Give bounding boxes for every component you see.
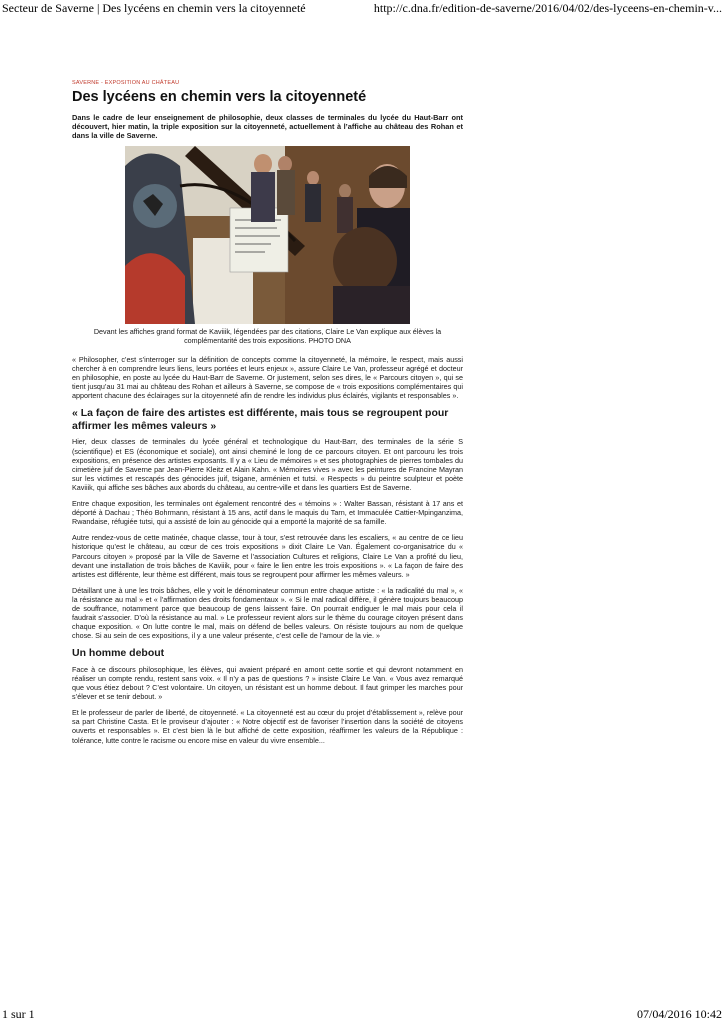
article-lead: Dans le cadre de leur enseignement de philosophie, deux classes de terminales du lycée du Haut-Barr ont découvert, hier matin, la triple exposition sur la citoyenneté, actuellement à l’affiche au château des Rohan et dans la ville de Saverne. [72, 113, 463, 140]
body-paragraph: Hier, deux classes de terminales du lycée général et technologique du Haut-Barr, des terminales de la série S (scientifique) et ES (économique et sociale), ont ainsi cheminé le long de ce parcours citoyen. Et ont parcouru les trois expositions, en présence des artistes exposants. Il y a « Lieu de mémoires » et ses photographies de pierres tombales du cimetière juif de Saverne par Jean-Pierre Kleitz et Alain Kahn. « Mémoires vives » avec les peintures de Francine Mayran sur les victimes et rescapés des génocides juif, tsigane, arménien et tutsi. « Respects » du peintre sculpteur et poète Kaviiik, qui affiche ses bâches aux abords du château, au centre-ville et dans les quartiers Est de Saverne. [72, 437, 463, 492]
article-body-2 [72, 437, 463, 640]
subheading-un-homme-debout: Un homme debout [72, 647, 165, 660]
body-paragraph: Entre chaque exposition, les terminales ont également rencontré des « témoins » : Walter Bassan, résistant à 17 ans et déporté à Dachau ; Théo Bohrmann, résistant à 15 ans, actif dans le maquis du Tarn, et Immaculée Cattier-Mpinganzima, Rwandaise, réfugiée tutsi, qui a assisté de loin au génocide qui a emporté la majorité de sa famille. [72, 499, 463, 527]
article-kicker: SAVERNE - EXPOSITION AU CHÂTEAU [72, 80, 180, 86]
article-photo [125, 146, 410, 324]
article-body-3 [72, 665, 463, 745]
page-count: 1 sur 1 [2, 1007, 35, 1021]
body-paragraph: Face à ce discours philosophique, les élèves, qui avaient préparé en amont cette sortie et qui devront notamment en réaliser un compte rendu, restent sans voix. « Il n’y a pas de questions ? » insiste Claire Le Van. « Vous avez remarqué que vous étiez debout ? C’est volontaire. Un citoyen, un résistant est un homme debout. Il faut grimper les marches pour s’élever et se tenir debout. » [72, 664, 463, 702]
article-body-1 [72, 355, 463, 400]
body-paragraph: Autre rendez-vous de cette matinée, chaque classe, tour à tour, s’est retrouvée dans les escaliers, « au centre de ce lieu historique qu’est le château, au cœur de ces trois expositions » dixit Claire Le Van. Également co-organisatrice du « Parcours citoyen » proposé par la Ville de Saverne et l’association Cultures et religions, Claire Le Van a profité du lieu, devant une installation de trois bâches de Kaviiik, pour « faire le lien entre les trois expositions ». « La façon de faire des artistes est différente, leur thème est différent, mais tous se regroupent pour affirmer les mêmes valeurs. » [72, 533, 463, 579]
subheading-quote: « La façon de faire des artistes est différente, mais tous se regroupent pour affirmer les mêmes valeurs » [72, 407, 449, 432]
article [72, 80, 463, 752]
print-header-url[interactable]: http://c.dna.fr/edition-de-saverne/2016/04/02/des-lyceens-en-chemin-v... [373, 1, 722, 15]
print-footer [2, 1007, 722, 1021]
body-paragraph: Et le professeur de parler de liberté, de citoyenneté. « La citoyenneté est au cœur du projet d’établissement », relève pour sa part Christine Casta. Et le proviseur d’ajouter : « Notre objectif est de favoriser l’insertion dans la société de citoyens ouverts et responsables ». Et c’est bien là le but affiché de cette exposition, réaffirmer les valeurs de la République : tolérance, lutte contre le racisme ou encore mise en valeur du vivre ensemble... [72, 708, 463, 745]
print-header [2, 1, 722, 17]
body-paragraph: Détaillant une à une les trois bâches, elle y voit le dénominateur commun entre chaque artiste : « la radicalité du mal », « la résistance au mal » et « l’affirmation des droits fondamentaux ». « Si le mal radical diffère, il génère toujours beaucoup de souffrance, notamment parce que beaucoup de gens laissent faire. On pourrait endiguer le mal mais pour cela il faudrait s’associer. D’où la résistance au mal. » Le professeur revient alors sur le thème du courage citoyen présent dans chaque exposition. « On lutte contre le mal, mais on défend de belles valeurs. On résiste toujours au nom de quelque chose. Si au sein de ces expositions, il y a une valeur présente, c’est celle de l’amour de la vie. » [72, 585, 463, 641]
article-title: Des lycéens en chemin vers la citoyenneté [72, 89, 367, 105]
photo-caption: Devant les affiches grand format de Kaviiik, légendées par des citations, Claire Le Van explique aux élèves la complémentarité des trois expositions. PHOTO DNA [93, 327, 442, 345]
body-paragraph: « Philosopher, c’est s’interroger sur la définition de concepts comme la citoyenneté, la mémoire, le respect, mais aussi chercher à en comprendre leurs liens, leurs portées et leurs enjeux », assure Claire Le Van, professeur agrégé et docteur en philosophie, en poste au lycée du Haut-Barr de Saverne. Or justement, selon ses dires, le « Parcours citoyen », qui se tient jusqu’au 31 mai au château des Rohan et ailleurs à Saverne, se compose de « trois expositions complémentaires qui apportent chacune des éclairages sur la citoyenneté afin de rendre les individus plus éclairés, vigilants et responsables ». [72, 355, 463, 401]
print-header-title: Secteur de Saverne | Des lycéens en chemin vers la citoyenneté [2, 1, 306, 15]
print-timestamp: 07/04/2016 10:42 [636, 1007, 722, 1021]
